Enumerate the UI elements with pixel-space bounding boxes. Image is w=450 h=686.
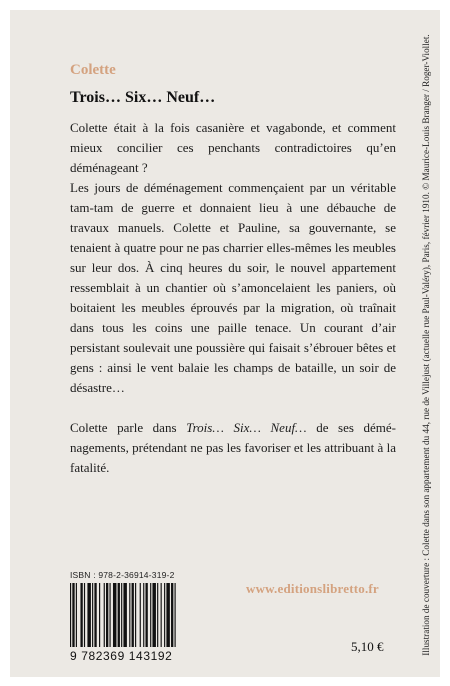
book-title: Trois… Six… Neuf… xyxy=(70,89,216,106)
cover-illustration-credit: Illustration de couverture : Colette dans son appartement du 44, rue de Villejust (actuelle rue Paul-Valéry), Paris, février 1910. © Maurice-Louis Branger / Roger-Viollet. xyxy=(421,34,431,656)
back-cover xyxy=(10,10,440,677)
publisher-website: www.editionslibretto.fr xyxy=(246,581,379,596)
note-text-after: de ses déménagements, prétendant ne pas les favoriser et les attribuant à la fatalité. xyxy=(70,420,397,475)
cover-text-block xyxy=(70,62,396,478)
note-title-italic: Trois… Six… Neuf… xyxy=(186,420,307,435)
summary-paragraph-1: Colette était à la fois casanière et vagabonde, et comment mieux concilier ces penchants contradictoires qu’en déménageant ? xyxy=(70,120,396,175)
barcode-digits: 9 782369 143192 xyxy=(70,649,173,663)
isbn-label: ISBN : 978-2-36914-319-2 xyxy=(70,570,175,580)
barcode xyxy=(70,583,178,647)
price-label: 5,10 € xyxy=(351,639,384,654)
summary-paragraph-2: Les jours de déménagement commençaient par un véritable tam-tam de guerre et donnaient lieu à une débauche de travaux manuels. Colette et Pauline, sa gouvernante, se tenaient à quatre pour ne pas charrier elles-mêmes les meubles sur leur dos. À cinq heures du soir, le nouvel appartement ressemblait à un chantier où s’amoncelaient les paniers, où boitaient les meubles éprouvés par la migration, où traînait dans tous les coins une paille tenace. Un courant d’air persistant soulevait une poussière qui faisait s’ébrouer bêtes et gens : ainsi le vent balaie les champs de bataille, un soir de désastre… xyxy=(70,180,396,395)
author-name: Colette xyxy=(70,62,116,78)
note-paragraph xyxy=(70,418,396,478)
note-text-before: Colette parle dans xyxy=(70,420,187,435)
